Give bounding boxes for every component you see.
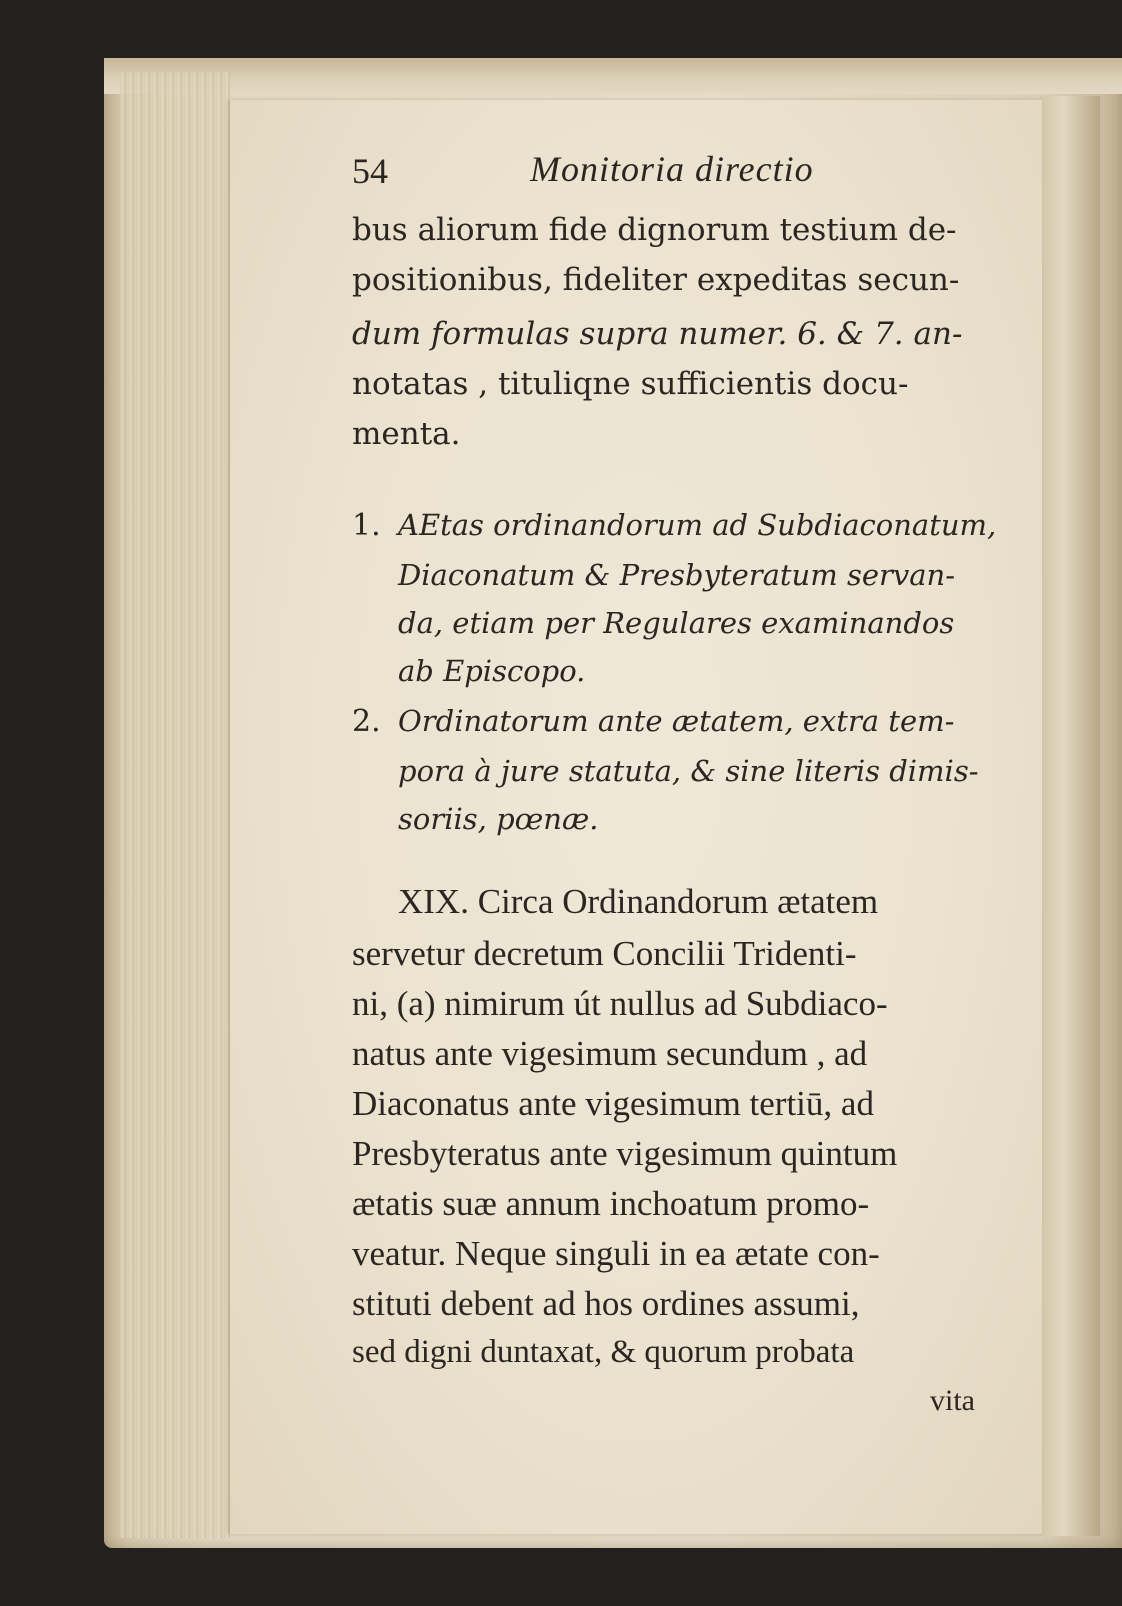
page-edges bbox=[120, 72, 230, 1538]
paragraph-line: dum formulas supra numer. 6. & 7. an- bbox=[352, 316, 963, 352]
running-title: Monitoria directio bbox=[530, 149, 814, 189]
page-number: 54 bbox=[352, 151, 388, 191]
paragraph-line: notatas , tituliqne sufficientis docu- bbox=[352, 366, 909, 402]
catchword: vita bbox=[930, 1384, 975, 1417]
section-line: Presbyteratus ante vigesimum quintum bbox=[352, 1134, 898, 1173]
item-line: ab Episcopo. bbox=[398, 654, 586, 688]
book-top-edge bbox=[104, 58, 1122, 94]
item-line: Diaconatum & Presbyteratum servan- bbox=[398, 558, 956, 592]
section-line: Diaconatus ante vigesimum tertiū, ad bbox=[352, 1084, 874, 1123]
item-number: 1. bbox=[352, 508, 381, 543]
item-line: soriis, pœnæ. bbox=[398, 802, 599, 836]
section-line: ni, (a) nimirum út nullus ad Subdiaco- bbox=[352, 984, 888, 1023]
section-line: XIX. Circa Ordinandorum ætatem bbox=[398, 882, 879, 921]
paragraph-line: menta. bbox=[352, 416, 461, 452]
section-line: ætatis suæ annum inchoatum promo- bbox=[352, 1184, 870, 1223]
item-line: da, etiam per Regulares examinandos bbox=[398, 606, 955, 640]
section-line: servetur decretum Concilii Tridenti- bbox=[352, 934, 857, 973]
paragraph-line: bus aliorum fide dignorum testium de- bbox=[352, 212, 957, 248]
section-line: veatur. Neque singuli in ea ætate con- bbox=[352, 1234, 880, 1273]
item-line: Ordinatorum ante ætatem, extra tem- bbox=[398, 704, 955, 738]
item-line: pora à jure statuta, & sine literis dimis- bbox=[398, 754, 979, 788]
item-number: 2. bbox=[352, 704, 381, 739]
section-line: natus ante vigesimum secundum , ad bbox=[352, 1034, 868, 1073]
section-line: stituti debent ad hos ordines assumi, bbox=[352, 1284, 860, 1323]
paragraph-line: positionibus, fideliter expeditas secun- bbox=[352, 262, 960, 298]
book-right-edge bbox=[1040, 96, 1100, 1536]
item-line: AEtas ordinandorum ad Subdiaconatum, bbox=[398, 508, 997, 542]
section-line: sed digni duntaxat, & quorum probata bbox=[352, 1334, 855, 1370]
